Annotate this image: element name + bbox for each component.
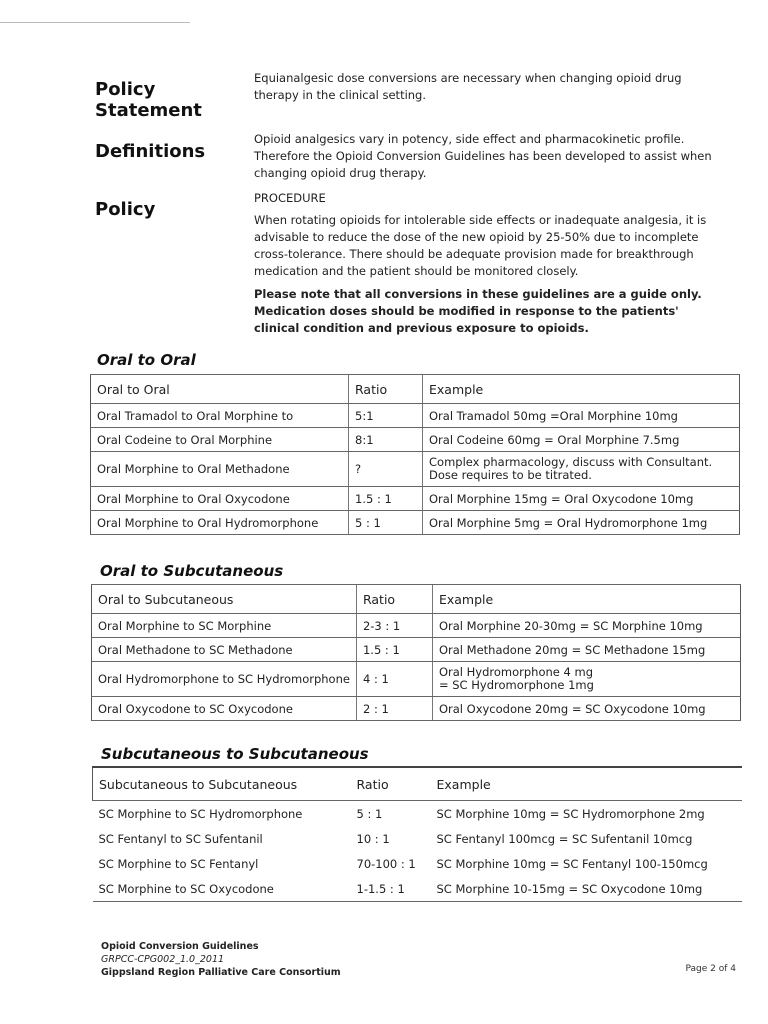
footer-code: GRPCC-CPG002_1.0_2011 — [101, 954, 225, 965]
table-row — [92, 638, 741, 662]
conversion-cell: Oral Morphine to SC Morphine — [92, 614, 357, 638]
header-ratio: Ratio — [356, 585, 432, 614]
statement-text: Equianalgesic dose conversions are necessary when changing opioid drug therapy in the clinical setting. — [254, 71, 682, 102]
label-policy-statement: Policy Statement — [95, 79, 202, 121]
conversion-cell: SC Morphine to SC Oxycodone — [93, 876, 351, 902]
table-row — [93, 876, 743, 902]
table-row — [91, 487, 740, 511]
label-definitions: Definitions — [95, 141, 206, 162]
ratio-cell: 1-1.5 : 1 — [351, 876, 431, 902]
table-header-row — [93, 767, 743, 801]
example-cell: Oral Hydromorphone 4 mg = SC Hydromorphone 1mg — [432, 662, 740, 697]
conversion-cell: Oral Tramadol to Oral Morphine to — [91, 404, 349, 428]
conversion-cell: Oral Methadone to SC Methadone — [92, 638, 357, 662]
example-cell: Oral Codeine 60mg = Oral Morphine 7.5mg — [423, 428, 740, 452]
ratio-cell: 5 : 1 — [356, 806, 383, 821]
conversion-cell: Oral Morphine to Oral Hydromorphone — [91, 511, 349, 535]
table-header-row — [91, 375, 740, 404]
conversion-cell: Oral Hydromorphone to SC Hydromorphone — [92, 662, 357, 697]
example-cell: Complex pharmacology, discuss with Consultant. Dose requires to be titrated. — [423, 452, 740, 487]
header-example: Example — [432, 585, 740, 614]
ratio-cell: 4 : 1 — [356, 662, 432, 697]
table-row — [92, 614, 741, 638]
example-cell: Oral Morphine 20-30mg = SC Morphine 10mg — [432, 614, 740, 638]
header-conversion: Subcutaneous to Subcutaneous — [93, 767, 351, 801]
example-cell: Oral Morphine 5mg = Oral Hydromorphone 1mg — [423, 511, 740, 535]
table-row — [93, 826, 743, 851]
header-ratio: Ratio — [351, 767, 431, 801]
ratio-cell: 2 : 1 — [356, 697, 432, 721]
table-row — [93, 851, 743, 876]
ratio-cell: 1.5 : 1 — [349, 487, 423, 511]
table-row — [93, 801, 743, 827]
oral-to-oral-table — [90, 374, 740, 535]
definitions-text: Opioid analgesics vary in potency, side effect and pharmacokinetic profile. Therefore the Opioid Conversion Guidelines has been developed to assist when changing opioid drug therapy. — [254, 132, 712, 180]
footer-org: Gippsland Region Palliative Care Consortium — [101, 967, 341, 978]
table-row — [91, 428, 740, 452]
table-header-row — [92, 585, 741, 614]
header-ratio: Ratio — [349, 375, 423, 404]
conversion-cell: SC Fentanyl to SC Sufentanil — [98, 831, 263, 846]
note-text: Please note that all conversions in these guidelines are a guide only. Medication doses should be modified in response to the patients' clinical condition and previous exposure to opioids. — [254, 287, 702, 335]
label-policy: Policy — [95, 199, 156, 220]
example-cell: Oral Oxycodone 20mg = SC Oxycodone 10mg — [432, 697, 740, 721]
ratio-cell: ? — [349, 452, 423, 487]
ratio-cell: 2-3 : 1 — [356, 614, 432, 638]
table-row — [91, 511, 740, 535]
example-cell: Oral Methadone 20mg = SC Methadone 15mg — [432, 638, 740, 662]
example-cell: Oral Morphine 15mg = Oral Oxycodone 10mg — [423, 487, 740, 511]
example-cell: Oral Tramadol 50mg =Oral Morphine 10mg — [423, 404, 740, 428]
scan-edge-line — [0, 22, 190, 23]
table-row — [92, 697, 741, 721]
subcutaneous-to-subcutaneous-table — [92, 766, 742, 902]
example-cell: SC Morphine 10mg = SC Hydromorphone 2mg — [436, 806, 705, 821]
conversion-cell: Oral Codeine to Oral Morphine — [91, 428, 349, 452]
conversion-cell: SC Morphine to SC Hydromorphone — [98, 806, 303, 821]
table-row — [91, 404, 740, 428]
header-example: Example — [423, 375, 740, 404]
example-cell: SC Fentanyl 100mcg = SC Sufentanil 10mcg — [436, 831, 693, 846]
page-number: Page 2 of 4 — [685, 964, 736, 974]
ratio-cell: 5:1 — [349, 404, 423, 428]
section-title-subcutaneous-to-subcutaneous: Subcutaneous to Subcutaneous — [101, 745, 369, 763]
header-example: Example — [431, 767, 743, 801]
ratio-cell: 70-100 : 1 — [356, 856, 416, 871]
ratio-cell: 10 : 1 — [356, 831, 390, 846]
table-row — [92, 662, 741, 697]
ratio-cell: 1.5 : 1 — [356, 638, 432, 662]
conversion-cell: SC Morphine to SC Fentanyl — [98, 856, 259, 871]
header-conversion: Oral to Oral — [91, 375, 349, 404]
section-title-oral-to-subcutaneous: Oral to Subcutaneous — [100, 562, 284, 580]
example-cell: SC Morphine 10mg = SC Fentanyl 100-150mcg — [436, 856, 708, 871]
footer-title: Opioid Conversion Guidelines — [101, 941, 259, 952]
table-row — [91, 452, 740, 487]
conversion-cell: Oral Oxycodone to SC Oxycodone — [92, 697, 357, 721]
ratio-cell: 5 : 1 — [349, 511, 423, 535]
section-title-oral-to-oral: Oral to Oral — [97, 351, 196, 369]
example-cell: SC Morphine 10-15mg = SC Oxycodone 10mg — [431, 876, 743, 902]
oral-to-subcutaneous-table — [91, 584, 741, 721]
conversion-cell: Oral Morphine to Oral Methadone — [91, 452, 349, 487]
ratio-cell: 8:1 — [349, 428, 423, 452]
policy-text: When rotating opioids for intolerable side effects or inadequate analgesia, it is advisable to reduce the dose of the new opioid by 25-50% due to incomplete cross-tolerance. There should be adequate provision made for breakthrough medication and the patient should be monitored closely. — [254, 213, 707, 278]
conversion-cell: Oral Morphine to Oral Oxycodone — [91, 487, 349, 511]
header-conversion: Oral to Subcutaneous — [92, 585, 357, 614]
procedure-heading: PROCEDURE — [254, 191, 326, 205]
